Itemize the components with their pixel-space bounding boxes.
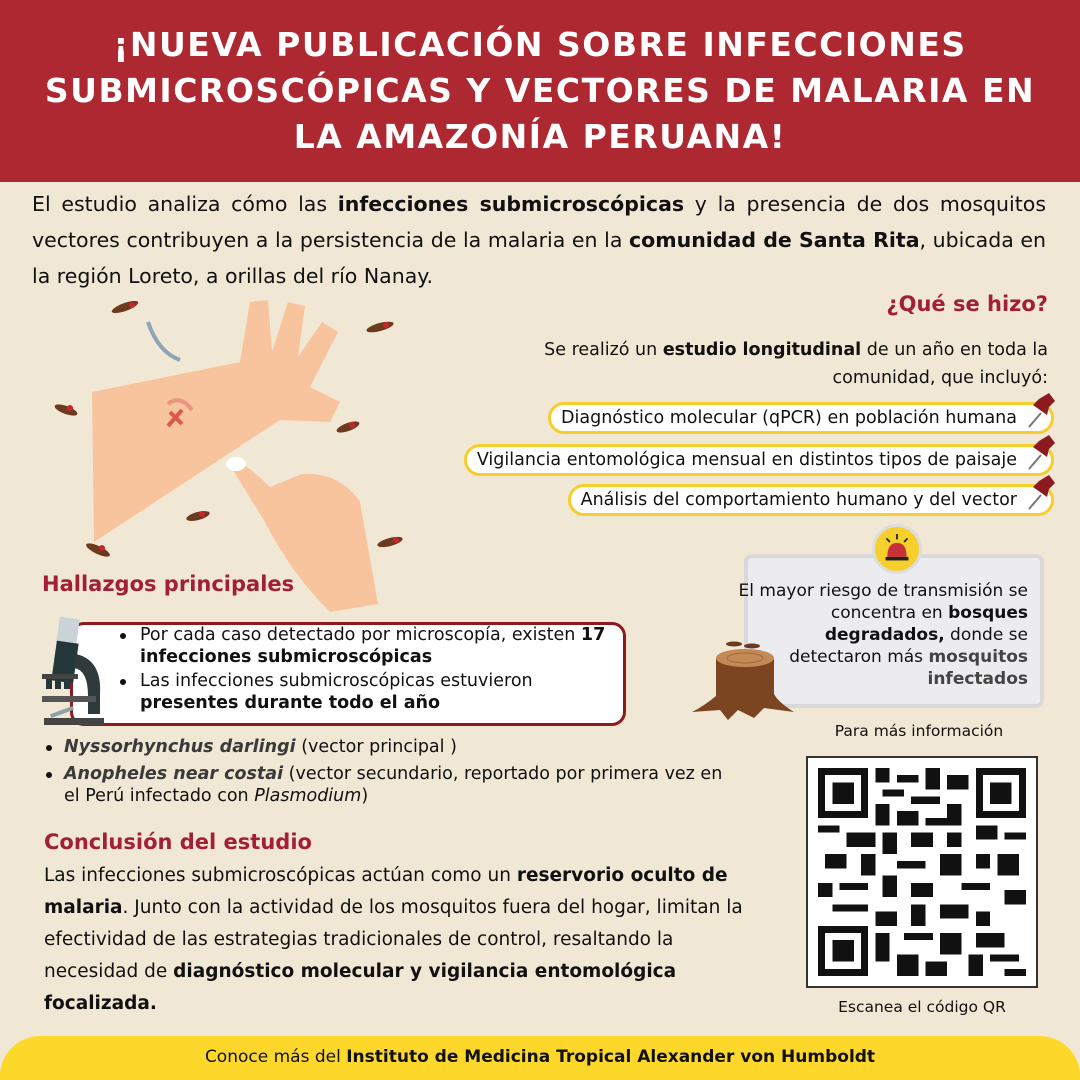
text: . Junto con la actividad de los mosquitos fuera del hogar, limitan la efectividad de las estrategias tradicionales de control, resaltando la necesidad de	[44, 897, 743, 982]
method-item-qpcr	[548, 402, 1054, 434]
page-title: ¡NUEVA PUBLICACIÓN SOBRE INFECCIONES SUBMICROSCÓPICAS Y VECTORES DE MALARIA EN LA AMAZONÍA PERUANA!	[44, 25, 1036, 156]
species-name: Anopheles near costai	[64, 764, 284, 784]
alarm-siren-icon	[872, 524, 922, 574]
intro-text: y la presencia de dos mosquitos vectores contribuyen a la persistencia de la malaria en la	[32, 192, 1046, 252]
bold-text: bosques degradados,	[824, 603, 1028, 645]
method-item-behavior	[568, 484, 1054, 516]
intro-bold: comunidad de Santa Rita	[629, 228, 920, 252]
bold-text: estudio longitudinal	[662, 340, 862, 360]
text: )	[361, 786, 369, 806]
vector-list	[46, 736, 726, 812]
text: (vector secundario, reportado por primera vez en el Perú infectado con	[64, 764, 723, 806]
intro-text: El estudio analiza cómo las	[32, 192, 338, 216]
institute-name: Instituto de Medicina Tropical Alexander von Humboldt	[346, 1047, 876, 1067]
vector-item	[46, 763, 726, 807]
qr-code[interactable]	[806, 756, 1038, 988]
method-label: Vigilancia entomológica mensual en distintos tipos de paisaje	[476, 450, 1017, 470]
qr-label: Para más información	[834, 722, 1004, 740]
que-se-hizo-title: ¿Qué se hizo?	[886, 292, 1048, 316]
method-item-entomologic	[464, 444, 1054, 476]
vector-item	[46, 736, 726, 758]
hallazgos-title: Hallazgos principales	[42, 572, 295, 596]
intro-paragraph	[32, 186, 1046, 294]
method-label: Análisis del comportamiento humano y del vector	[580, 490, 1017, 510]
text: donde se detectaron más	[789, 625, 1028, 667]
pushpin-icon	[1025, 433, 1057, 473]
mosquito-bite-illustration	[40, 292, 440, 612]
text: de un año en toda la comunidad, que incluyó:	[832, 340, 1048, 388]
header-banner	[0, 0, 1080, 182]
finding-item	[118, 624, 616, 668]
que-se-hizo-text	[448, 336, 1048, 392]
text: Por cada caso detectado por microscopía, existen	[140, 625, 581, 645]
footer-banner[interactable]	[0, 1036, 1080, 1080]
pushpin-icon	[1025, 391, 1057, 431]
text: (vector principal )	[295, 737, 457, 757]
bold-text: mosquitos infectados	[927, 647, 1028, 689]
qr-code-icon	[818, 768, 1026, 976]
bold-text: presentes durante todo el año	[140, 693, 441, 713]
qr-caption: Escanea el código QR	[838, 998, 1006, 1016]
text: Las infecciones submicroscópicas estuvieron	[140, 671, 533, 691]
genus-name: Plasmodium	[254, 786, 362, 806]
findings-list	[118, 622, 616, 714]
bold-text: 17 infecciones submicroscópicas	[140, 625, 606, 667]
species-name: Nyssorhynchus darlingi	[64, 737, 296, 757]
intro-text: , ubicada en la región Loreto, a orillas del río Nanay.	[32, 228, 1046, 288]
finding-item	[118, 670, 616, 714]
microscope-icon	[36, 614, 108, 726]
text: Se realizó un	[544, 340, 663, 360]
conclusion-title: Conclusión del estudio	[44, 830, 312, 854]
intro-bold: infecciones submicroscópicas	[337, 192, 685, 216]
bold-text: reservorio oculto de malaria	[44, 865, 728, 918]
tree-stump-icon	[690, 640, 800, 720]
text: Las infecciones submicroscópicas actúan como un	[44, 865, 517, 886]
footer-text: Conoce más del	[204, 1047, 347, 1067]
method-label: Diagnóstico molecular (qPCR) en población humana	[561, 408, 1017, 428]
text: El mayor riesgo de transmisión se concentra en	[738, 581, 1028, 623]
bold-text: diagnóstico molecular y vigilancia entomológica focalizada.	[44, 961, 677, 1014]
conclusion-text	[44, 860, 764, 1020]
pushpin-icon	[1025, 473, 1057, 513]
